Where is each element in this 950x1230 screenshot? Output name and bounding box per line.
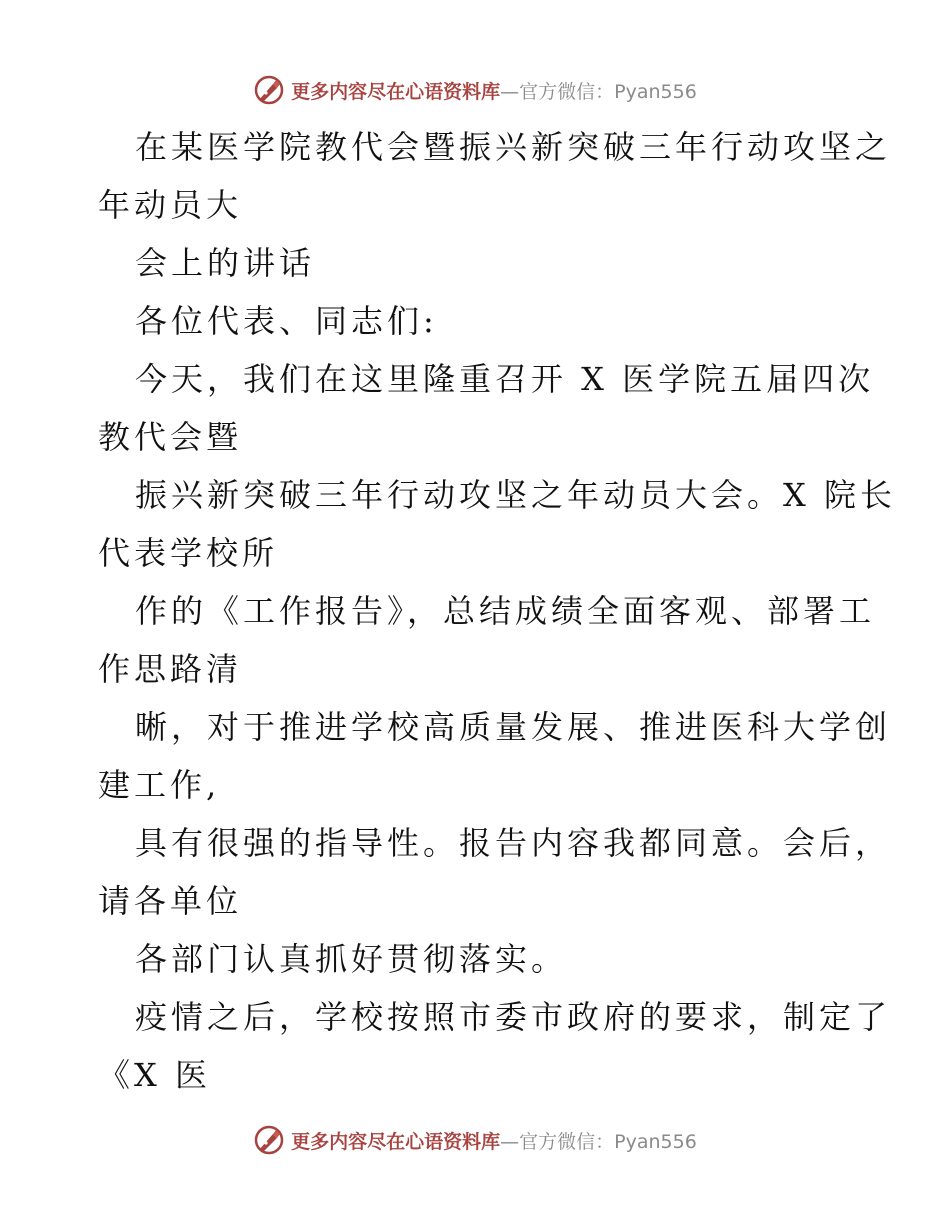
watermark-text xyxy=(291,77,697,104)
text-line: 各位代表、同志们: xyxy=(135,302,438,340)
text-line: 请各单位 xyxy=(98,882,243,920)
text-line: 振兴新突破三年行动攻坚之年动员大会。X 院长 xyxy=(135,476,896,514)
watermark-sub: —官方微信：Pyan556 xyxy=(500,1130,697,1153)
watermark-main: 更多内容尽在心语资料库 xyxy=(291,1130,501,1153)
text-line: 今天，我们在这里隆重召开 X 医学院五届四次 xyxy=(135,360,875,398)
pen-logo-icon xyxy=(253,74,285,106)
text-line: 各部门认真抓好贯彻落实。 xyxy=(135,940,568,978)
document-body xyxy=(98,118,896,1104)
text-line: 作思路清 xyxy=(98,650,243,688)
text-line: 建工作, xyxy=(98,766,221,804)
text-line: 《X 医 xyxy=(98,1056,211,1094)
text-line: 作的《工作报告》，总结成绩全面客观、部署工 xyxy=(135,592,876,630)
text-line: 在某医学院教代会暨振兴新突破三年行动攻坚之 xyxy=(135,128,892,166)
watermark-text xyxy=(291,1127,697,1154)
watermark-header xyxy=(0,72,950,108)
text-line: 年动员大 xyxy=(98,186,243,224)
pen-logo-icon xyxy=(253,1124,285,1156)
text-line: 代表学校所 xyxy=(98,534,279,572)
text-line: 晰，对于推进学校高质量发展、推进医科大学创 xyxy=(135,708,892,746)
text-line: 会上的讲话 xyxy=(135,244,316,282)
watermark-main: 更多内容尽在心语资料库 xyxy=(291,80,501,103)
text-line: 疫情之后，学校按照市委市政府的要求，制定了 xyxy=(135,998,892,1036)
watermark-sub: —官方微信：Pyan556 xyxy=(500,80,697,103)
text-line: 教代会暨 xyxy=(98,418,243,456)
watermark-footer xyxy=(0,1122,950,1158)
text-line: 具有很强的指导性。报告内容我都同意。会后， xyxy=(135,824,892,862)
